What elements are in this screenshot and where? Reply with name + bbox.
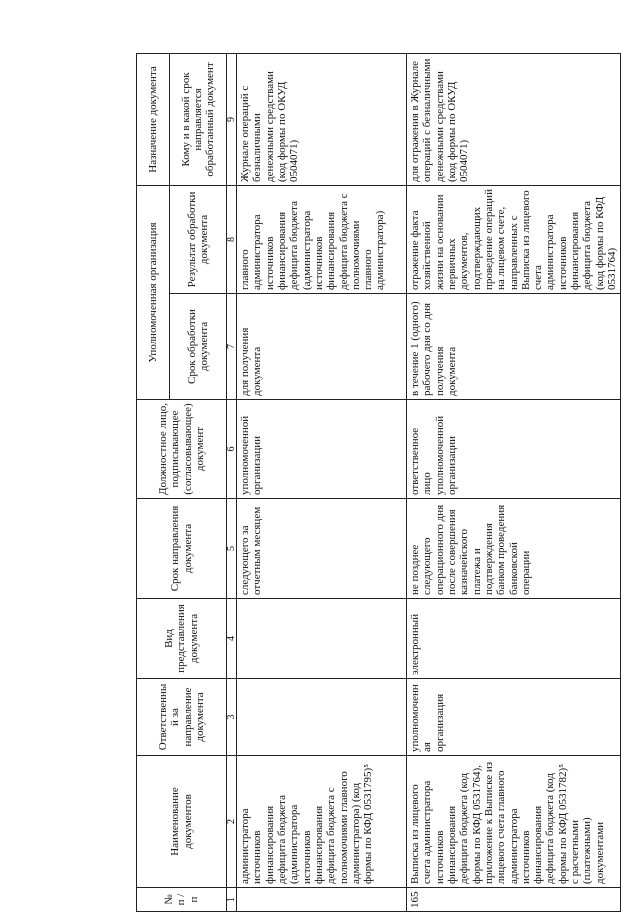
cell-official: уполномоченной организации: [237, 400, 407, 499]
column-number: 7: [227, 294, 237, 400]
document-table: [136, 53, 621, 912]
cell-num: [237, 888, 407, 912]
cell-form: электронный: [407, 599, 621, 679]
header-responsible: Ответственный за направление документа: [137, 679, 227, 756]
header-deadline: Срок направления документа: [137, 499, 227, 599]
header-name: Наименование документов: [137, 756, 227, 888]
column-number: 6: [227, 400, 237, 499]
cell-recipient: Журнале операций с безналичными денежными средствами (код формы по ОКУД 0504071): [237, 53, 407, 185]
cell-name: Выписка из лицевого счета администратора источников финансирования дефицита бюджета (код формы по КФД 0531764), приложение к Выписке из лицевого счета главного администратора источников финансирования дефицита бюджета (код формы по КФД 0531782)⁵ с расчетными (платежными) документами: [407, 756, 621, 888]
column-number-row: [227, 53, 237, 911]
header-group-authorized: Уполномоченная организация: [137, 185, 170, 399]
cell-proc-result: главного администратора источников финансирования дефицита бюджета (администратора источников финансирования дефицита бюджета с полномочиями главного администратора): [237, 185, 407, 293]
column-number: 5: [227, 499, 237, 599]
cell-num: 165: [407, 888, 621, 912]
cell-responsible: [237, 679, 407, 756]
table-row: [237, 53, 407, 911]
cell-official: ответственное лицо уполномоченной организации: [407, 400, 621, 499]
cell-deadline: следующего за отчетным месяцем: [237, 499, 407, 599]
table-row: [407, 53, 621, 911]
cell-recipient: для отражения в Журнале операций с безналичными денежными средствами (код формы по ОКУД 0504071): [407, 53, 621, 185]
cell-name: администратора источников финансирования дефицита бюджета (администратора источников финансирования дефицита бюджета с полномочиями главного администратора) (код формы по КФД 0531795)⁵: [237, 756, 407, 888]
header-proc-result: Результат обработки документа: [170, 185, 227, 293]
cell-form: [237, 599, 407, 679]
column-number: 8: [227, 185, 237, 293]
cell-proc-deadline: для получения документа: [237, 294, 407, 400]
cell-proc-result: отражение факта хозяйственной жизни на основании первичных документов, подтверждающих проведение операций на лицевом счете, направленных с Выписка из лицевого счета администратора источников финансирования дефицита бюджета (код формы по КФД 0531764): [407, 185, 621, 293]
header-group-destination: Назначение документа: [137, 53, 170, 185]
header-official: Должностное лицо, подписывающее (согласовывающее) документ: [137, 400, 227, 499]
header-form: Вид представления документа: [137, 599, 227, 679]
document-table-rotated: [136, 54, 618, 912]
cell-responsible: уполномоченная организация: [407, 679, 621, 756]
cell-deadline: не позднее следующего операционного дня после совершения казначейского платежа и подтверждения банком проведения банковской операции: [407, 499, 621, 599]
column-number: 4: [227, 599, 237, 679]
header-proc-deadline: Срок обработки документа: [170, 294, 227, 400]
column-number: 1: [227, 888, 237, 912]
header-row-groups: [137, 53, 170, 911]
column-number: 2: [227, 756, 237, 888]
cell-proc-deadline: в течение 1 (одного) рабочего дня со дня получения документа: [407, 294, 621, 400]
header-recipient: Кому и в какой срок направляется обработанный документ: [170, 53, 227, 185]
column-number: 3: [227, 679, 237, 756]
column-number: 9: [227, 53, 237, 185]
header-num: № п / п: [137, 888, 227, 912]
